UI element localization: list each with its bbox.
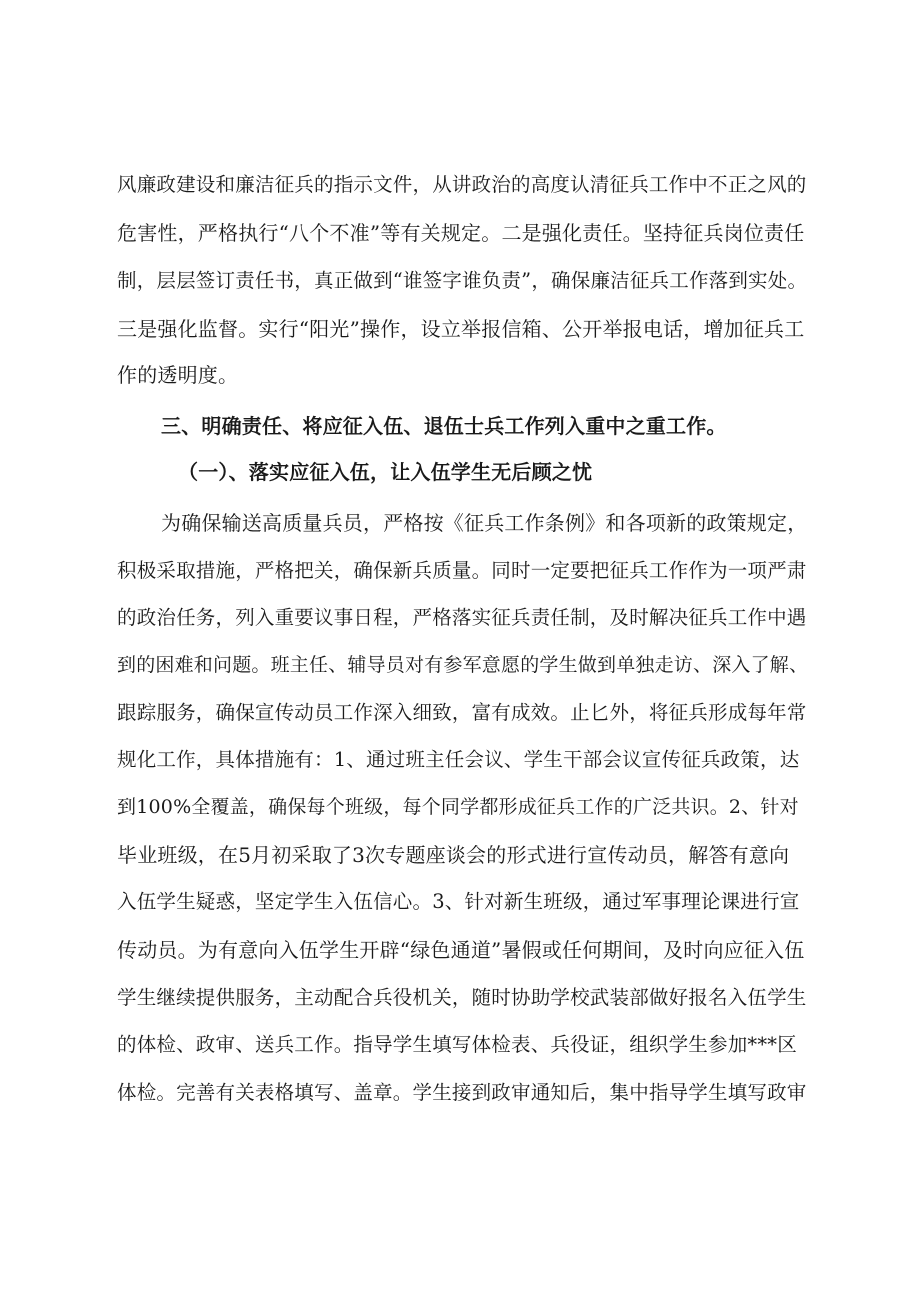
paragraph-2-line-1: 为确保输送高质量兵员，严格按《征兵工作条例》和各项新的政策规定，: [161, 511, 808, 535]
paragraph-1-line-3: 制，层层签订责任书，真正做到“谁签字谁负责”，确保廉洁征兵工作落到实处。: [117, 269, 808, 292]
sub-heading: （一）、落实应征入伍，让入伍学生无后顾之忧: [178, 460, 593, 484]
paragraph-1-line-4: 三是强化监督。实行“阳光”操作，设立举报信箱、公开举报电话，增加征兵工: [117, 317, 805, 341]
paragraph-2-line-11: 学生继续提供服务，主动配合兵役机关，随时协助学校武装部做好报名入伍学生: [117, 986, 807, 1009]
paragraph-1-line-5: 作的透明度。: [117, 363, 239, 387]
paragraph-2-line-13: 体检。完善有关表格填写、盖章。学生接到政审通知后，集中指导学生填写政审: [117, 1081, 807, 1104]
paragraph-2-line-7: 到100%全覆盖，确保每个班级，每个同学都形成征兵工作的广泛共识。2、针对: [117, 796, 799, 818]
paragraph-1-line-2: 危害性，严格执行“八个不准”等有关规定。二是强化责任。坚持征兵岗位责任: [117, 221, 805, 245]
paragraph-2-line-2: 积极采取措施，严格把关，确保新兵质量。同时一定要把征兵工作作为一项严肃: [117, 559, 807, 582]
paragraph-2-line-8: 毕业班级，在5月初采取了3次专题座谈会的形式进行宣传动员，解答有意向: [117, 843, 790, 867]
paragraph-2-line-4: 到的困难和问题。班主任、辅导员对有参军意愿的学生做到单独走访、深入了解、: [117, 654, 809, 676]
paragraph-2-line-9: 入伍学生疑惑，坚定学生入伍信心。3、针对新生班级，通过军事理论课进行宣: [117, 890, 800, 913]
paragraph-1-line-1: 风廉政建设和廉洁征兵的指示文件，从讲政治的高度认清征兵工作中不正之风的: [117, 173, 807, 196]
paragraph-2-line-12: 的体检、政审、送兵工作。指导学生填写体检表、兵役证，组织学生参加***区: [117, 1033, 797, 1056]
paragraph-2-line-10: 传动员。为有意向入伍学生开辟“绿色通道”暑假或任何期间，及时向应征入伍: [117, 938, 805, 962]
paragraph-2-line-3: 的政治任务，列入重要议事日程，严格落实征兵责任制，及时解决征兵工作中遇: [117, 606, 807, 629]
paragraph-2-line-5: 跟踪服务，确保宣传动员工作深入细致，富有成效。止匕外，将征兵形成每年常: [117, 701, 807, 724]
paragraph-2-line-6: 规化工作，具体措施有：1、通过班主任会议、学生干部会议宣传征兵政策，达: [117, 748, 800, 771]
section-heading: 三、明确责任、将应征入伍、退伍士兵工作列入重中之重工作。: [161, 414, 727, 438]
